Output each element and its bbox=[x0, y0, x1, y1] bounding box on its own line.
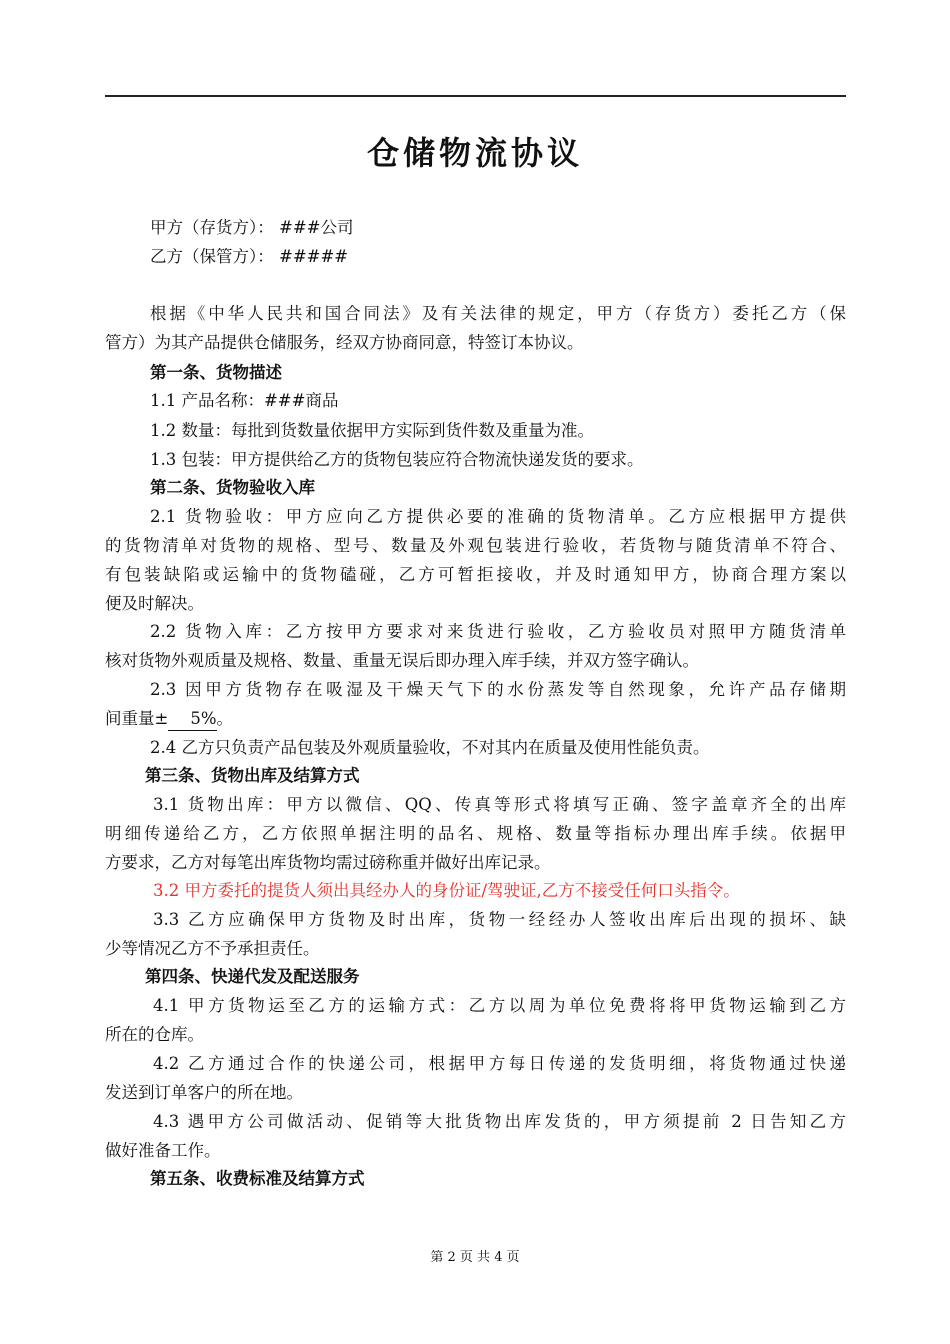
weight-tolerance-value: 5% bbox=[168, 708, 216, 731]
section-5-heading: 第五条、收费标准及结算方式 bbox=[150, 1169, 365, 1188]
clause-2-3-line-2 bbox=[105, 708, 233, 731]
clause-4-2-line-2: 发送到订单客户的所在地。 bbox=[105, 1083, 303, 1102]
header-rule bbox=[105, 95, 846, 97]
party-a: 甲方（存货方）： ###公司 bbox=[150, 218, 354, 237]
section-3-heading: 第三条、货物出库及结算方式 bbox=[145, 766, 360, 785]
clause-3-1-line-1: 3.1 货物出库：甲方以微信、QQ、传真等形式将填写正确、签字盖章齐全的出库 bbox=[153, 795, 846, 814]
document-title: 仓储物流协议 bbox=[366, 134, 583, 172]
clause-4-1-line-2: 所在的仓库。 bbox=[105, 1025, 204, 1044]
clause-2-3-line-1: 2.3 因甲方货物存在吸湿及干燥天气下的水份蒸发等自然现象，允许产品存储期 bbox=[150, 680, 846, 699]
intro-line-2: 管方）为其产品提供仓储服务，经双方协商同意，特签订本协议。 bbox=[105, 333, 584, 352]
clause-1-1: 1.1 产品名称：###商品 bbox=[150, 391, 339, 410]
clause-1-2: 1.2 数量：每批到货数量依据甲方实际到货件数及重量为准。 bbox=[150, 421, 594, 440]
clause-2-1-line-1: 2.1 货物验收：甲方应向乙方提供必要的准确的货物清单。乙方应根据甲方提供 bbox=[150, 507, 846, 526]
clause-2-2-line-2: 核对货物外观质量及规格、数量、重量无误后即办理入库手续，并双方签字确认。 bbox=[105, 651, 699, 670]
intro-line-1: 根据《中华人民共和国合同法》及有关法律的规定，甲方（存货方）委托乙方（保 bbox=[150, 304, 846, 323]
clause-3-3-line-1: 3.3 乙方应确保甲方货物及时出库，货物一经经办人签收出库后出现的损坏、缺 bbox=[153, 910, 846, 929]
party-b: 乙方（保管方）： ##### bbox=[150, 247, 349, 266]
clause-3-2: 3.2 甲方委托的提货人须出具经办人的身份证/驾驶证,乙方不接受任何口头指令。 bbox=[153, 881, 740, 900]
clause-4-3-line-1: 4.3 遇甲方公司做活动、促销等大批货物出库发货的，甲方须提前 2 日告知乙方 bbox=[153, 1112, 846, 1131]
clause-4-2-line-1: 4.2 乙方通过合作的快递公司，根据甲方每日传递的发货明细，将货物通过快递 bbox=[153, 1054, 846, 1073]
clause-3-3-line-2: 少等情况乙方不予承担责任。 bbox=[105, 939, 320, 958]
section-1-heading: 第一条、货物描述 bbox=[150, 363, 282, 382]
clause-3-1-line-3: 方要求，乙方对每笔出库货物均需过磅称重并做好出库记录。 bbox=[105, 853, 551, 872]
weight-label: 间重量± bbox=[105, 709, 169, 728]
clause-2-2-line-1: 2.2 货物入库：乙方按甲方要求对来货进行验收，乙方验收员对照甲方随货清单 bbox=[150, 622, 846, 641]
clause-2-1-line-4: 便及时解决。 bbox=[105, 594, 204, 613]
section-4-heading: 第四条、快递代发及配送服务 bbox=[145, 967, 360, 986]
clause-4-1-line-1: 4.1 甲方货物运至乙方的运输方式：乙方以周为单位免费将将甲货物运输到乙方 bbox=[153, 996, 846, 1015]
clause-2-4: 2.4 乙方只负责产品包装及外观质量验收，不对其内在质量及使用性能负责。 bbox=[150, 738, 710, 757]
clause-4-3-line-2: 做好准备工作。 bbox=[105, 1141, 221, 1160]
weight-end: 。 bbox=[216, 709, 234, 728]
page-footer: 第 2 页 共 4 页 bbox=[430, 1250, 520, 1265]
clause-2-1-line-2: 的货物清单对货物的规格、型号、数量及外观包装进行验收，若货物与随货清单不符合、 bbox=[105, 536, 846, 555]
clause-2-1-line-3: 有包装缺陷或运输中的货物磕碰，乙方可暂拒接收，并及时通知甲方，协商合理方案以 bbox=[105, 565, 846, 584]
clause-1-3: 1.3 包装：甲方提供给乙方的货物包装应符合物流快递发货的要求。 bbox=[150, 450, 644, 469]
clause-3-1-line-2: 明细传递给乙方，乙方依照单据注明的品名、规格、数量等指标办理出库手续。依据甲 bbox=[105, 824, 846, 843]
section-2-heading: 第二条、货物验收入库 bbox=[150, 478, 315, 497]
